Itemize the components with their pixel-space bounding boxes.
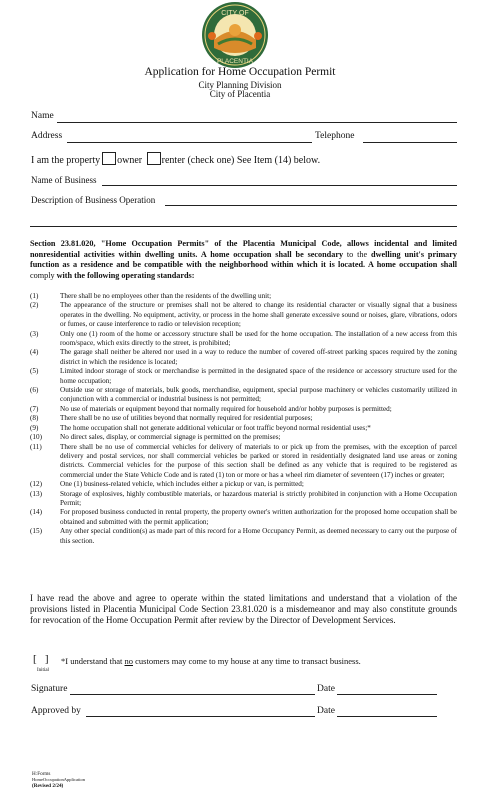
initial-label: Initial xyxy=(37,668,49,673)
standard-item xyxy=(30,490,457,509)
standard-item xyxy=(30,405,457,414)
standard-item xyxy=(30,301,457,329)
standard-number: (11) xyxy=(30,442,42,451)
standard-text: One (1) business-related vehicle, which includes either a pickup or van, is permitted; xyxy=(60,480,304,489)
standard-item xyxy=(30,443,457,481)
standard-number: (9) xyxy=(30,423,39,432)
standard-number: (13) xyxy=(30,489,42,498)
standard-item xyxy=(30,386,457,405)
approval-date-label: Date xyxy=(317,706,335,716)
standard-text: There shall be no use of utilities beyond that normally required for residential purposes; xyxy=(60,414,313,423)
telephone-field[interactable] xyxy=(363,142,457,143)
agreement-paragraph: I have read the above and agree to operate within the stated limitations and understand that a violation of the provisions listed in Placentia Municipal Code Section 23.81.020 is a misdemeanor and may also constitute grounds for revocation of the Home Occupation Permit after review by the Director of Development Services. xyxy=(30,593,457,626)
owner-label: owner xyxy=(117,155,143,166)
property-prefix: I am the property xyxy=(31,155,101,166)
standard-item xyxy=(30,292,457,301)
date-field[interactable] xyxy=(337,694,437,695)
footer-revision: (Revised 2/24) xyxy=(32,783,64,789)
form-title: Application for Home Occupation Permit xyxy=(144,66,336,78)
signature-field[interactable] xyxy=(70,694,315,695)
name-field[interactable] xyxy=(57,122,457,123)
standard-item xyxy=(30,348,457,367)
standard-item xyxy=(30,414,457,423)
business-name-label: Name of Business xyxy=(31,175,97,185)
standard-text: There shall be no employees other than the residents of the dwelling unit; xyxy=(60,292,272,300)
standard-number: (12) xyxy=(30,480,42,489)
city-seal-logo xyxy=(200,0,270,70)
standard-item xyxy=(30,330,457,349)
business-name-field[interactable] xyxy=(102,185,457,186)
operating-standards-list xyxy=(30,292,457,546)
telephone-label: Telephone xyxy=(315,131,355,141)
footer-path: H:Forms xyxy=(32,771,51,777)
standard-text: Outside use or storage of materials, bulk goods, merchandise, equipment, special purpose machinery or vehicles customarily utilized in conjunction with a commercial or industrial business is not permitted; xyxy=(60,386,457,404)
svg-text:CITY OF: CITY OF xyxy=(221,10,249,17)
standard-text: Only one (1) room of the home or accessory structure shall be used for the home occupation. The installation of a new access from this room/space, which exits directly to the street, is prohibited; xyxy=(60,329,457,348)
approved-by-label: Approved by xyxy=(31,706,81,716)
business-description-field-line2[interactable] xyxy=(30,226,457,227)
standard-number: (6) xyxy=(30,386,39,395)
standard-item xyxy=(30,424,457,433)
standard-number: (10) xyxy=(30,433,42,442)
standard-number: (2) xyxy=(30,301,39,310)
standard-item xyxy=(30,508,457,527)
standard-number: (8) xyxy=(30,414,39,423)
customer-acknowledgement: *I understand that no customers may come to my house at any time to transact business. xyxy=(61,656,361,666)
footer-filename: HomeOccupationApplication xyxy=(32,777,85,782)
renter-label: renter (check one) See Item (14) below. xyxy=(161,155,321,166)
city-name: City of Placentia xyxy=(209,89,271,99)
standard-text: The garage shall neither be altered nor used in a way to reduce the number of covered off-street parking spaces required by the zoning district in which the residence is located; xyxy=(60,348,457,366)
standard-item xyxy=(30,527,457,546)
standard-text: For proposed business conducted in rental property, the property owner's written authorization for the proposed home occupation shall be obtained and submitted with the permit application; xyxy=(60,508,457,526)
standard-text: No direct sales, display, or commercial signage is permitted on the premises; xyxy=(60,433,281,442)
standard-number: (3) xyxy=(30,329,39,338)
standard-item xyxy=(30,367,457,386)
standard-number: (7) xyxy=(30,404,39,413)
property-check-row xyxy=(31,152,320,166)
svg-text:PLACENTIA: PLACENTIA xyxy=(216,58,254,65)
standard-text: Storage of explosives, highly combustible materials, or hazardous material is strictly prohibited in conjunction with a Home Occupation Permit; xyxy=(60,489,457,507)
date-label: Date xyxy=(317,684,335,694)
name-label: Name xyxy=(31,111,54,121)
standard-item xyxy=(30,433,457,442)
division-name: City Planning Division xyxy=(198,80,282,90)
standard-number: (4) xyxy=(30,348,39,357)
standard-text: The appearance of the structure or premises shall not be altered to change its residential character or visually signal that a business operates in the dwelling. No equipment, activity, or process in the home shall generate excessive sound or noises, glare, vibrations, odors or fumes, or cause interference to radio or television reception; xyxy=(60,301,457,329)
renter-checkbox[interactable] xyxy=(147,152,161,165)
signature-label: Signature xyxy=(31,684,68,694)
standard-text: Limited indoor storage of stock or merchandise is permitted in the designated space of the residence or accessory structure used for the home occupation; xyxy=(60,367,457,385)
standard-item xyxy=(30,480,457,489)
standard-number: (14) xyxy=(30,508,42,517)
standard-text: No use of materials or equipment beyond that normally required for household and/or hobby purposes is permitted; xyxy=(60,404,392,413)
standard-number: (1) xyxy=(30,292,39,300)
initial-box[interactable]: [ ] xyxy=(33,653,49,665)
business-description-label: Description of Business Operation xyxy=(31,195,156,205)
address-field[interactable] xyxy=(67,142,312,143)
standard-text: There shall be no use of commercial vehicles for delivery of materials to or pick up from the premises, with the exception of parcel delivery and postal services, nor shall commercial vehicles be parked or stored in residentially designated land use areas or zoning districts. Commercial vehicles for the purpose of this section shall be defined as any vehicle that is required to be registered as commercial under the State Vehicle Code and is rated (1) ton or more or has a wheel rim diameter of seventeen (17) inches or greater; xyxy=(60,442,457,479)
standard-text: The home occupation shall not generate additional vehicular or foot traffic beyond normal residential uses;* xyxy=(60,423,371,432)
business-description-field[interactable] xyxy=(165,205,457,206)
standard-text: Any other special condition(s) as made part of this record for a Home Occupancy Permit, as deemed necessary to carry out the purpose of this section. xyxy=(60,527,457,545)
address-label: Address xyxy=(31,131,63,141)
intro-paragraph: Section 23.81.020, "Home Occupation Permits" of the Placentia Municipal Code, allows incidental and limited nonresidential activities within dwelling units. A home occupation shall be secondary to the dwelling unit's primary function as a residence and be compatible with the neighborhood within which it is located. A home occupation shall comply with the following operating standards: xyxy=(30,239,457,280)
standard-number: (5) xyxy=(30,367,39,376)
owner-checkbox[interactable] xyxy=(102,152,116,165)
approval-date-field[interactable] xyxy=(337,716,437,717)
standard-number: (15) xyxy=(30,527,42,536)
approved-by-field[interactable] xyxy=(86,716,315,717)
